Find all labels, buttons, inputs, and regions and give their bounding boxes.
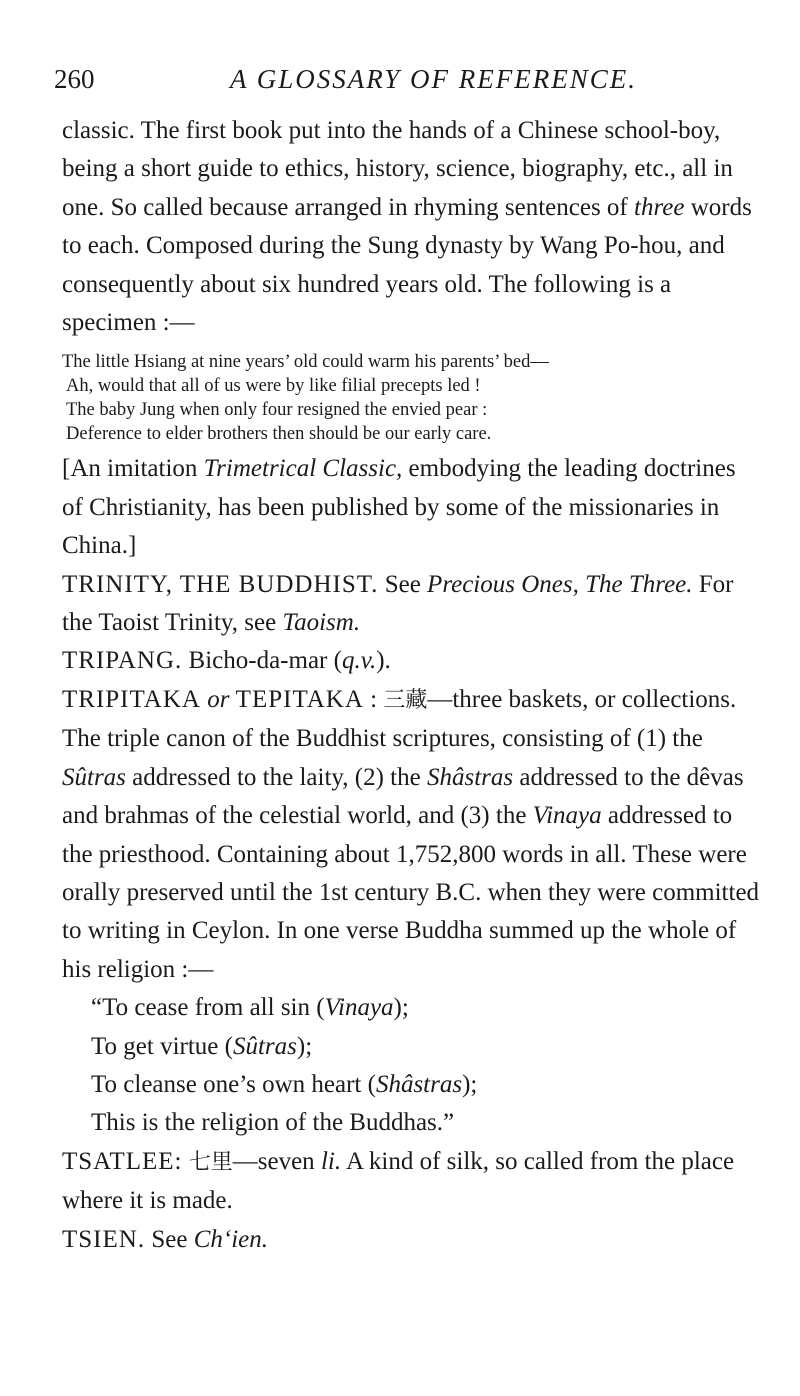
buddha-verse [91, 989, 762, 1143]
page-number: 260 [54, 64, 95, 94]
entry-tripitaka: TRIPITAKA or TEPITAKA : 三藏—three baskets, or collections. The triple canon of the Buddhist scriptures, consisting of (1) the Sûtras addressed to the laity, (2) the Shâstras addressed to the dêvas and brahmas of the celestial world, and (3) the Vinaya addressed to the priesthood. Containing about 1,752,800 words in all. These were orally preserved until the 1st century B.C. when they were committed to writing in Ceylon. In one verse Buddha summed up the whole of his religion :— [62, 685, 760, 983]
entry-tsien: TSIEN. See Ch‘ien. [62, 1225, 268, 1253]
specimen-line: The little Hsiang at nine years’ old could warm his parents’ bed— [62, 352, 549, 373]
running-title: A GLOSSARY OF REFERENCE. [230, 64, 637, 94]
entry-headword: TSIEN. [62, 1225, 146, 1253]
verse-line: “To cease from all sin (Vinaya); [91, 994, 409, 1022]
entry-headword: TRINITY, THE BUDDHIST. [62, 570, 379, 598]
verse-line: To cleanse one’s own heart (Shâstras); [91, 1070, 478, 1098]
chinese-characters: 三藏 [383, 687, 428, 713]
paragraph-trimetrical-classic: classic. The first book put into the hands of a Chinese school-boy, being a short guide to ethics, history, science, biography, etc., all in one. So called because arranged in rhyming sentences of three words to each. Composed during the Sung dynasty by Wang Po-hou, and consequently about six hundred years old. The following is a specimen :— [62, 117, 752, 337]
chinese-characters: 七里 [188, 1149, 233, 1175]
entry-headword: TSATLEE: [62, 1147, 183, 1175]
verse-line: This is the religion of the Buddhas.” [91, 1109, 455, 1137]
paragraph-imitation-note: [An imitation Trimetrical Classic, embodying the leading doctrines of Christianity, has been published by some of the missionaries in China.] [62, 455, 736, 560]
specimen-line: Ah, would that all of us were by like filial precepts led ! [66, 376, 481, 397]
entry-tripang: TRIPANG. Bicho-da-mar (q.v.). [62, 647, 391, 675]
specimen-line: The baby Jung when only four resigned the envied pear : [66, 400, 488, 421]
entry-tsatlee: TSATLEE: 七里—seven li. A kind of silk, so called from the place where it is made. [62, 1147, 735, 1215]
page-body [62, 112, 762, 1259]
entry-headword: TRIPITAKA [62, 685, 201, 713]
entry-headword: TRIPANG. [62, 647, 183, 675]
page-header [0, 64, 800, 98]
specimen-quote [62, 350, 762, 446]
entry-trinity: TRINITY, THE BUDDHIST. See Precious Ones, The Three. For the Taoist Trinity, see Taoism. [62, 570, 734, 637]
entry-headword-alt: TEPITAKA [235, 685, 364, 713]
specimen-line: Deference to elder brothers then should be our early care. [66, 424, 492, 445]
verse-line: To get virtue (Sûtras); [91, 1032, 313, 1060]
